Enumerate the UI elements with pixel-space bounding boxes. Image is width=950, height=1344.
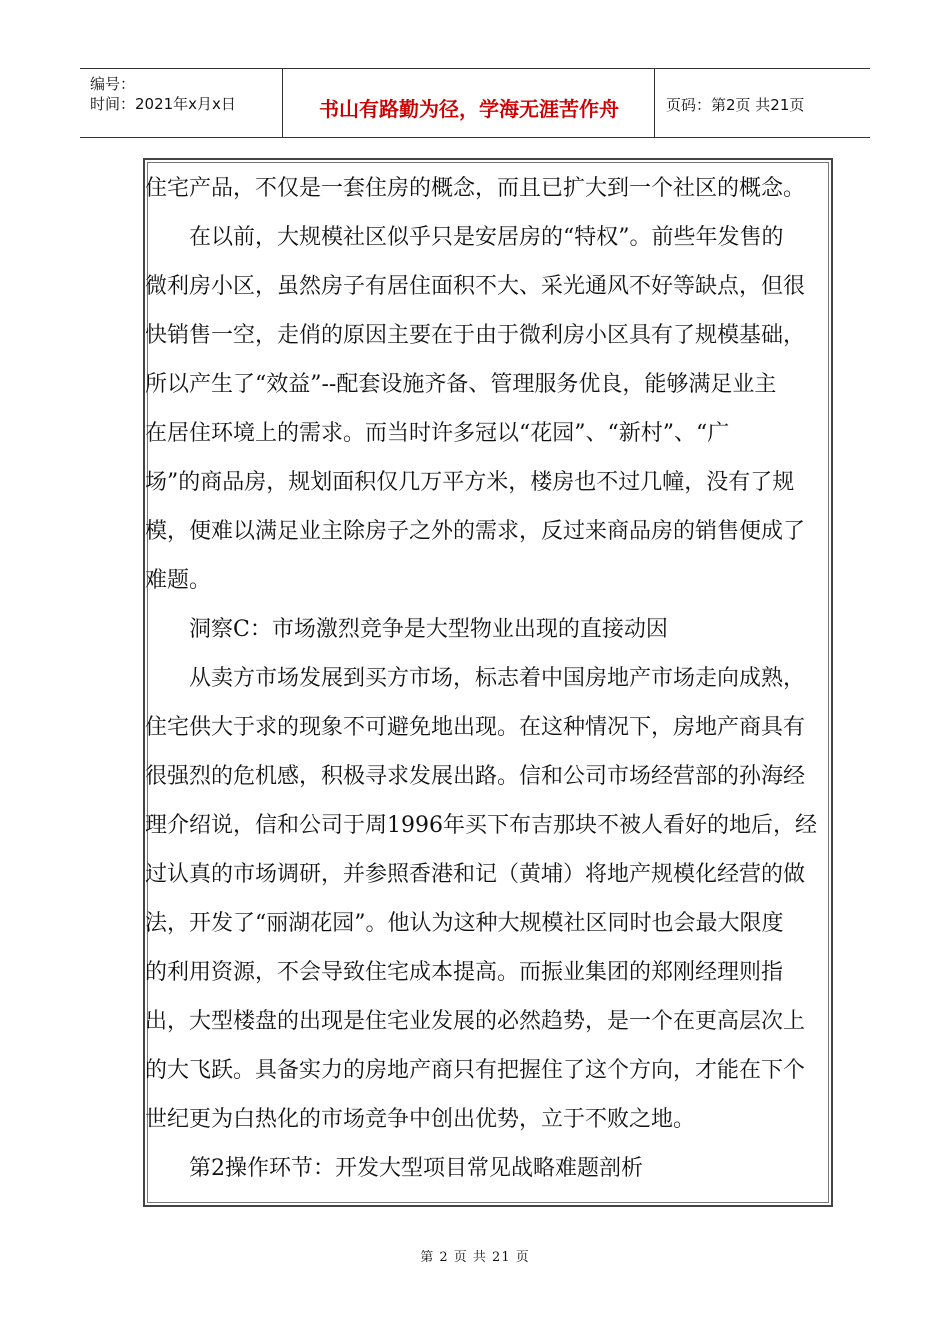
body-line: 在居住环境上的需求。而当时许多冠以“花园”、“新村”、“广 [145,421,730,446]
body-line: 的大飞跃。具备实力的房地产商只有把握住了这个方向，才能在下个 [145,1058,806,1083]
body-line: 很强烈的危机感，积极寻求发展出路。信和公司市场经营部的孙海经 [145,764,806,789]
body-line: 难题。 [145,568,212,593]
body-line: 住宅产品，不仅是一套住房的概念，而且已扩大到一个社区的概念。 [145,176,806,201]
page-footer: 第 2 页 共 21 页 [420,1250,530,1265]
body-line: 出，大型楼盘的出现是住宅业发展的必然趋势，是一个在更高层次上 [145,1009,806,1034]
body-line: 所以产生了“效益”--配套设施齐备、管理服务优良，能够满足业主 [145,372,777,397]
document-number-label: 编号： [90,75,136,93]
body-line: 场”的商品房，规划面积仅几万平方米，楼房也不过几幢，没有了规 [145,470,795,495]
header-page-info: 页码：第2页 共21页 [666,96,805,114]
document-time-label: 时间：2021年x月x日 [90,95,236,113]
header-page-cell [656,69,870,137]
body-line: 模，便难以满足业主除房子之外的需求，反过来商品房的销售便成了 [145,519,806,544]
header-motto: 书山有路勤为径，学海无涯苦作舟 [319,97,619,121]
body-text [145,164,831,1193]
document-header [80,68,870,138]
body-line: 过认真的市场调研，并参照香港和记（黄埔）将地产规模化经营的做 [145,862,806,887]
header-motto-cell [284,69,655,137]
body-line: 在以前，大规模社区似乎只是安居房的“特权”。前些年发售的 [145,225,784,250]
section-heading: 洞察C：市场激烈竞争是大型物业出现的直接动因 [145,617,668,642]
header-info-cell [80,69,283,137]
body-line: 理介绍说，信和公司于周1996年买下布吉那块不被人看好的地后，经 [145,813,817,838]
section-heading: 第2操作环节：开发大型项目常见战略难题剖析 [145,1156,643,1181]
body-line: 住宅供大于求的现象不可避免地出现。在这种情况下，房地产商具有 [145,715,806,740]
body-line: 从卖方市场发展到买方市场，标志着中国房地产市场走向成熟， [145,666,806,691]
body-line: 的利用资源，不会导致住宅成本提高。而振业集团的郑刚经理则指 [145,960,784,985]
body-line: 微利房小区，虽然房子有居住面积不大、采光通风不好等缺点，但很 [145,274,806,299]
body-line: 世纪更为白热化的市场竞争中创出优势，立于不败之地。 [145,1107,696,1132]
body-line: 法，开发了“丽湖花园”。他认为这种大规模社区同时也会最大限度 [145,911,784,936]
body-line: 快销售一空，走俏的原因主要在于由于微利房小区具有了规模基础， [145,323,806,348]
